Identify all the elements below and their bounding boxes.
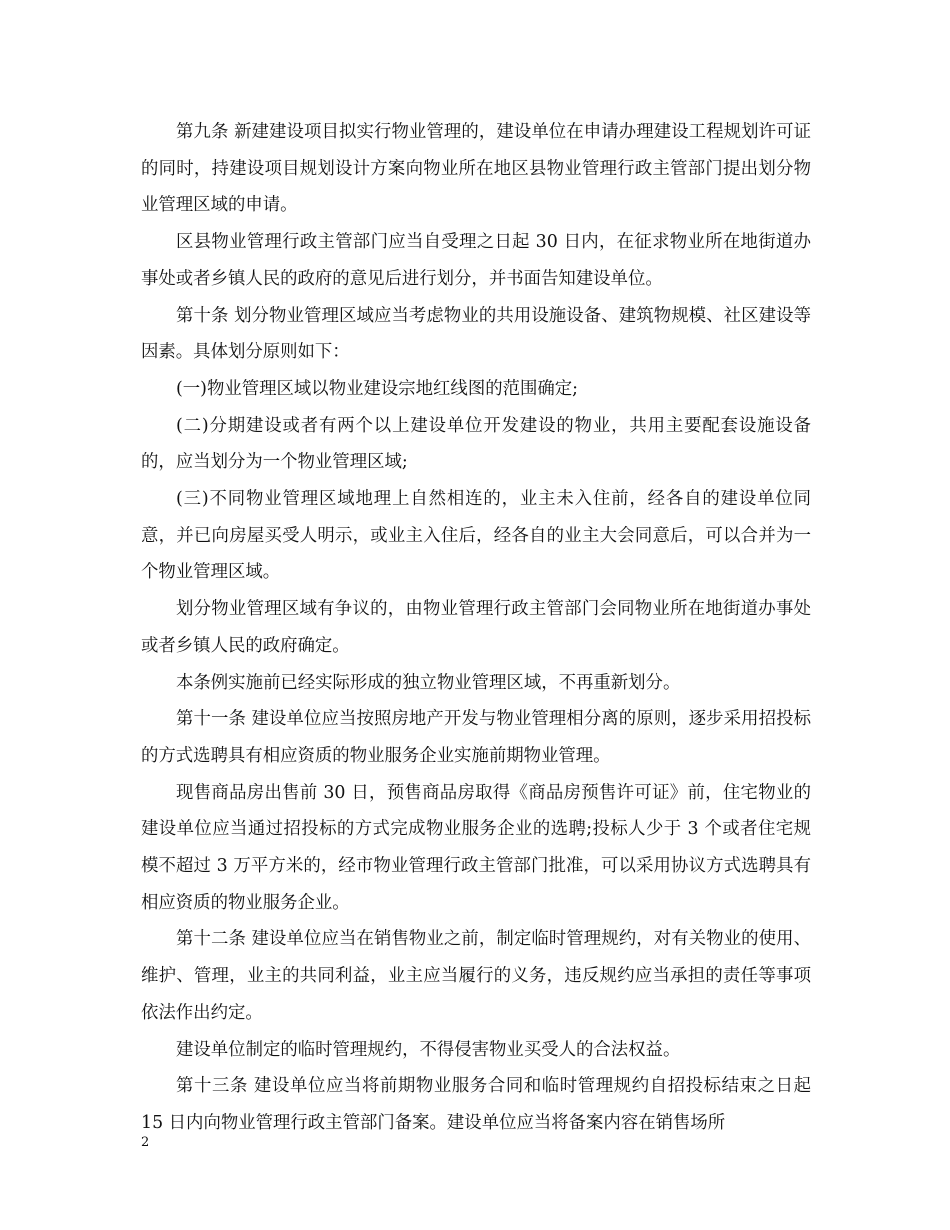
paragraph-existing-areas: 本条例实施前已经实际形成的独立物业管理区域，不再重新划分。 [176, 672, 681, 693]
paragraph-interim-rules: 建设单位制定的临时管理规约，不得侵害物业买受人的合法权益。 [176, 1039, 681, 1060]
paragraph-district-division: 区县物业管理行政主管部门应当自受理之日起 30 日内，在征求物业所在地街道办事处或者乡镇人民的政府的意见后进行划分，并书面告知建设单位。 [141, 232, 811, 289]
paragraph-principle-3: (三)不同物业管理区域地理上自然相连的，业主未入住前，经各自的建设单位同意，并已向房屋买受人明示，或业主入住后，经各自的业主大会同意后，可以合并为一个物业管理区域。 [141, 489, 811, 583]
paragraph-dispute: 划分物业管理区域有争议的，由物业管理行政主管部门会同物业所在地街道办事处或者乡镇人民的政府确定。 [141, 599, 811, 656]
paragraph-article-10: 第十条 划分物业管理区域应当考虑物业的共用设施设备、建筑物规模、社区建设等因素。具体划分原则如下： [141, 305, 811, 363]
page-number: 2 [141, 1135, 150, 1150]
paragraph-article-12: 第十二条 建设单位应当在销售物业之前，制定临时管理规约，对有关物业的使用、维护、管理，业主的共同利益，业主应当履行的义务，违反规约应当承担的责任等事项依法作出约定。 [141, 929, 811, 1023]
paragraph-article-13: 第十三条 建设单位应当将前期物业服务合同和临时管理规约自招投标结束之日起 15 日内向物业管理行政主管部门备案。建设单位应当将备案内容在销售场所 [141, 1076, 811, 1133]
paragraph-tender-selection: 现售商品房出售前 30 日，预售商品房取得《商品房预售许可证》前，住宅物业的建设单位应当通过招投标的方式完成物业服务企业的选聘;投标人少于 3 个或者住宅规模不超过 3 万平方米的，经市物业管理行政主管部门批准，可以采用协议方式选聘具有相应资质的物业服务企业。 [141, 782, 811, 913]
paragraph-principle-2: (二)分期建设或者有两个以上建设单位开发建设的物业，共用主要配套设施设备的，应当划分为一个物业管理区域; [141, 415, 811, 473]
paragraph-article-11: 第十一条 建设单位应当按照房地产开发与物业管理相分离的原则，逐步采用招投标的方式选聘具有相应资质的物业服务企业实施前期物业管理。 [141, 709, 811, 766]
paragraph-article-9: 第九条 新建建设项目拟实行物业管理的，建设单位在申请办理建设工程规划许可证的同时，持建设项目规划设计方案向物业所在地区县物业管理行政主管部门提出划分物业管理区域的申请。 [141, 122, 811, 216]
document-body [141, 114, 811, 1142]
paragraph-principle-1: (一)物业管理区域以物业建设宗地红线图的范围确定; [176, 378, 579, 399]
